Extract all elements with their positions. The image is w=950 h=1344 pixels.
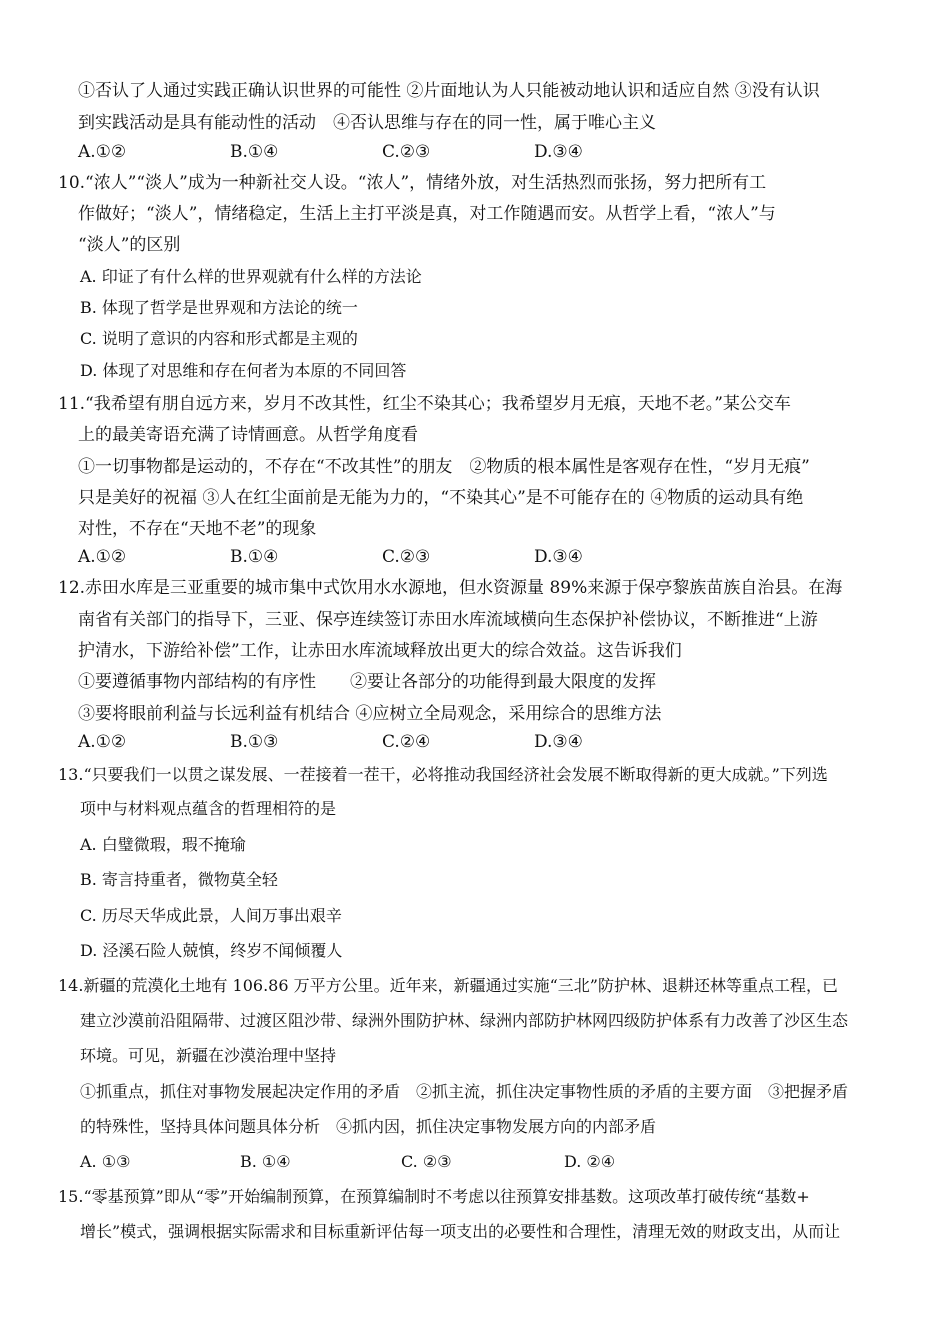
q13-option-a: A. 白璧微瑕，瑕不掩瑜 <box>80 835 246 854</box>
q13-option-d: D. 泾溪石险人兢慎，终岁不闻倾覆人 <box>80 941 343 960</box>
q11-stem-3: ①一切事物都是运动的，不存在“不改其性”的朋友 ②物质的根本属性是客观存在性，“岁月无痕” <box>78 457 810 477</box>
option-c: C.②③ <box>382 547 431 567</box>
q13-option-b: B. 寄言持重者，微物莫全轻 <box>80 870 278 889</box>
q13-stem-2: 项中与材料观点蕴含的哲理相符的是 <box>80 799 337 818</box>
q11-stem-4: 只是美好的祝福 ③人在红尘面前是无能为力的，“不染其心”是不可能存在的 ④物质的运动具有绝 <box>78 488 804 508</box>
q10-option-a: A. 印证了有什么样的世界观就有什么样的方法论 <box>80 267 422 286</box>
q10-option-c: C. 说明了意识的内容和形式都是主观的 <box>80 329 358 348</box>
q12-stem-3: 护清水，下游给补偿”工作，让赤田水库流域释放出更大的综合效益。这告诉我们 <box>78 641 682 661</box>
q10-option-d: D. 体现了对思维和存在何者为本原的不同回答 <box>80 361 407 380</box>
q11-stem-2: 上的最美寄语充满了诗情画意。从哲学角度看 <box>78 425 418 445</box>
q10-stem-2: 作做好；“淡人”，情绪稳定，生活上主打平淡是真，对工作随遇而安。从哲学上看，“浓人”与 <box>78 204 776 224</box>
option-c: C.②④ <box>382 732 431 752</box>
q12-stem-4: ①要遵循事物内部结构的有序性 ②要让各部分的功能得到最大限度的发挥 <box>78 672 656 692</box>
option-b: B.①④ <box>230 547 279 567</box>
q11-stem-1: 11.“我希望有朋自远方来，岁月不改其性，红尘不染其心；我希望岁月无痕，天地不老。”某公交车 <box>58 394 791 414</box>
q14-stem-5: 的特殊性，坚持具体问题具体分析 ④抓内因，抓住决定事物发展方向的内部矛盾 <box>80 1117 657 1136</box>
q14-stem-2: 建立沙漠前沿阻隔带、过渡区阻沙带、绿洲外围防护林、绿洲内部防护林网四级防护体系有力改善了沙区生态 <box>80 1011 849 1030</box>
q14-stem-1: 14.新疆的荒漠化土地有 106.86 万平方公里。近年来，新疆通过实施“三北”防护林、退耕还林等重点工程，已 <box>58 976 838 995</box>
q12-stem-1: 12.赤田水库是三亚重要的城市集中式饮用水水源地，但水资源量 89%来源于保亭黎族苗族自治县。在海 <box>58 578 843 598</box>
q9-line-2: 到实践活动是具有能动性的活动 ④否认思维与存在的同一性，属于唯心主义 <box>78 113 656 133</box>
option-b: B. ①④ <box>240 1152 291 1171</box>
option-a: A.①② <box>78 732 127 752</box>
option-d: D.③④ <box>534 142 583 162</box>
option-b: B.①③ <box>230 732 279 752</box>
option-c: C.②③ <box>382 142 431 162</box>
option-c: C. ②③ <box>401 1152 452 1171</box>
q12-stem-2: 南省有关部门的指导下，三亚、保亭连续签订赤田水库流域横向生态保护补偿协议，不断推进“上游 <box>78 610 818 630</box>
q10-stem-3: “淡人”的区别 <box>78 235 181 255</box>
q10-option-b: B. 体现了哲学是世界观和方法论的统一 <box>80 298 358 317</box>
q13-stem-1: 13.“只要我们一以贯之谋发展、一茬接着一茬干，必将推动我国经济社会发展不断取得新的更大成就。”下列选 <box>58 765 828 784</box>
option-a: A. ①③ <box>80 1152 131 1171</box>
option-d: D.③④ <box>534 732 583 752</box>
q15-stem-2: 增长”模式，强调根据实际需求和目标重新评估每一项支出的必要性和合理性，清理无效的财政支出，从而让 <box>80 1222 841 1241</box>
option-d: D.③④ <box>534 547 583 567</box>
q13-option-c: C. 历尽天华成此景，人间万事出艰辛 <box>80 906 342 925</box>
q9-line-1: ①否认了人通过实践正确认识世界的可能性 ②片面地认为人只能被动地认识和适应自然 ③没有认识 <box>78 81 820 101</box>
q12-stem-5: ③要将眼前利益与长远利益有机结合 ④应树立全局观念，采用综合的思维方法 <box>78 704 662 724</box>
q10-stem-1: 10.“浓人”“淡人”成为一种新社交人设。“浓人”，情绪外放，对生活热烈而张扬，努力把所有工 <box>58 173 767 193</box>
q14-stem-4: ①抓重点，抓住对事物发展起决定作用的矛盾 ②抓主流，抓住决定事物性质的矛盾的主要方面 ③把握矛盾 <box>80 1082 849 1101</box>
option-a: A.①② <box>78 142 127 162</box>
option-b: B.①④ <box>230 142 279 162</box>
q14-stem-3: 环境。可见，新疆在沙漠治理中坚持 <box>80 1046 337 1065</box>
q15-stem-1: 15.“零基预算”即从“零”开始编制预算，在预算编制时不考虑以往预算安排基数。这项改革打破传统“基数+ <box>58 1187 810 1206</box>
q11-stem-5: 对性，不存在“天地不老”的现象 <box>78 519 317 539</box>
option-a: A.①② <box>78 547 127 567</box>
option-d: D. ②④ <box>564 1152 616 1171</box>
